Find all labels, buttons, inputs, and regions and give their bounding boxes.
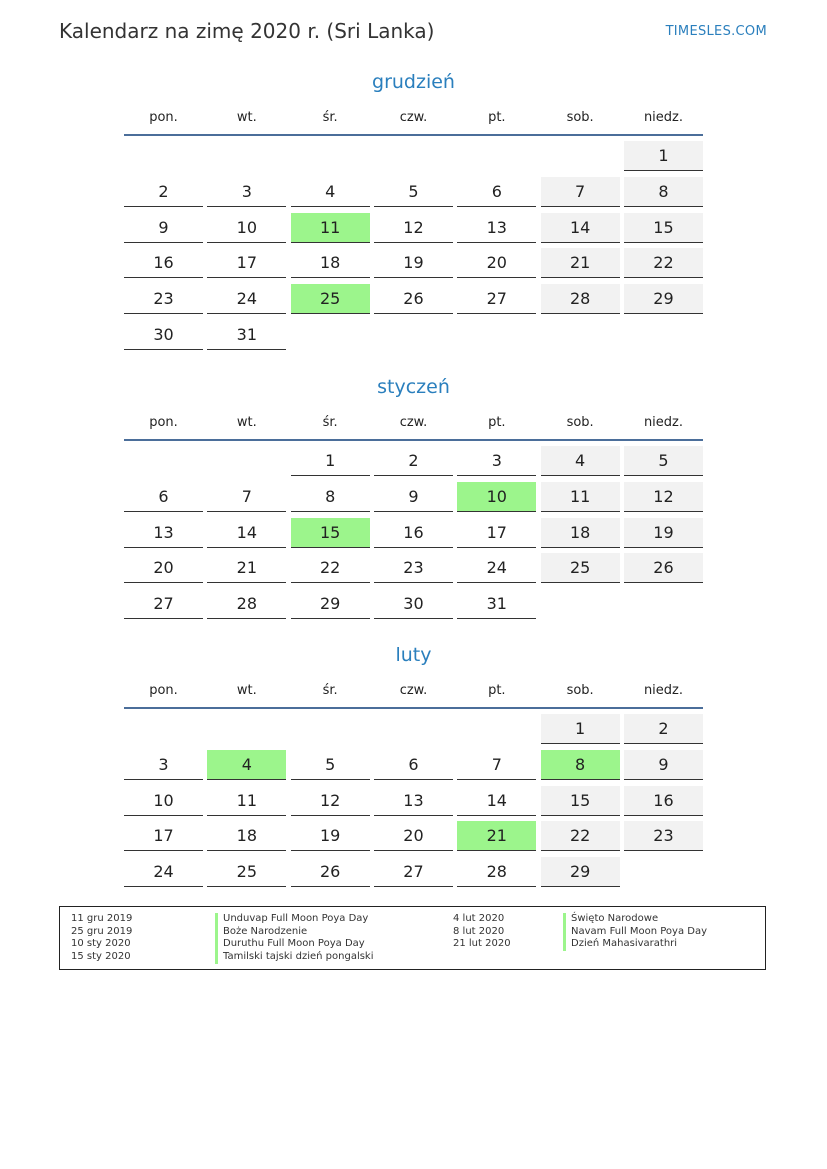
- weekday-label: śr.: [322, 683, 338, 698]
- legend-holiday-name: Dzień Mahasivarathri: [563, 938, 707, 951]
- holiday-day-cell: 11: [291, 213, 370, 243]
- day-cell: 13: [457, 213, 536, 243]
- day-cell: 28: [207, 589, 286, 619]
- holiday-legend: [59, 906, 766, 970]
- day-cell: 23: [124, 284, 203, 314]
- holiday-day-cell: 21: [457, 821, 536, 851]
- legend-holiday-name: Boże Narodzenie: [215, 926, 374, 939]
- day-cell: 27: [457, 284, 536, 314]
- weekday-label: niedz.: [643, 110, 683, 125]
- day-cell: 9: [624, 750, 703, 780]
- empty-cell: [207, 446, 286, 476]
- day-cell: 24: [207, 284, 286, 314]
- day-cell: 29: [541, 857, 620, 887]
- day-cell: 27: [374, 857, 453, 887]
- day-cell: 17: [457, 518, 536, 548]
- legend-names-right: [563, 913, 707, 951]
- day-cell: 14: [541, 213, 620, 243]
- weekday-header: [124, 106, 703, 130]
- legend-holiday-name: Tamilski tajski dzień pongalski: [215, 951, 374, 964]
- weekday-header: [124, 411, 703, 435]
- weekday-label: wt.: [236, 683, 257, 698]
- day-cell: 8: [624, 177, 703, 207]
- empty-cell: [291, 714, 370, 744]
- day-cell: 23: [624, 821, 703, 851]
- holiday-day-cell: 25: [291, 284, 370, 314]
- page-title: Kalendarz na zimę 2020 r. (Sri Lanka): [59, 19, 435, 43]
- legend-holiday-name: Unduvap Full Moon Poya Day: [215, 913, 374, 926]
- day-cell: 6: [374, 750, 453, 780]
- weekday-label: pt.: [488, 110, 506, 125]
- header-rule: [124, 707, 703, 709]
- day-cell: 25: [541, 553, 620, 583]
- weekday-label: sob.: [566, 110, 594, 125]
- weekday-label: niedz.: [643, 415, 683, 430]
- weekday-label: pon.: [149, 110, 178, 125]
- day-cell: 2: [624, 714, 703, 744]
- day-cell: 7: [457, 750, 536, 780]
- day-cell: 1: [541, 714, 620, 744]
- weekday-label: czw.: [399, 110, 428, 125]
- day-cell: 21: [541, 248, 620, 278]
- holiday-day-cell: 10: [457, 482, 536, 512]
- day-cell: 11: [207, 786, 286, 816]
- month-title: styczeń: [377, 376, 450, 398]
- legend-date: 8 lut 2020: [453, 925, 505, 937]
- weekday-label: śr.: [322, 415, 338, 430]
- empty-cell: [124, 141, 203, 171]
- day-cell: 16: [374, 518, 453, 548]
- day-cell: 4: [541, 446, 620, 476]
- day-cell: 22: [541, 821, 620, 851]
- empty-cell: [291, 141, 370, 171]
- empty-cell: [541, 141, 620, 171]
- day-cell: 10: [124, 786, 203, 816]
- day-cell: 12: [374, 213, 453, 243]
- month-december: [124, 67, 703, 350]
- holiday-day-cell: 15: [291, 518, 370, 548]
- day-cell: 12: [291, 786, 370, 816]
- empty-cell: [457, 714, 536, 744]
- legend-dates-right: [453, 913, 511, 951]
- day-cell: 14: [457, 786, 536, 816]
- empty-cell: [207, 714, 286, 744]
- day-cell: 16: [124, 248, 203, 278]
- day-cell: 28: [541, 284, 620, 314]
- month-title: grudzień: [372, 71, 455, 93]
- legend-names-left: [215, 913, 374, 964]
- weekday-label: sob.: [566, 683, 594, 698]
- empty-cell: [124, 446, 203, 476]
- day-cell: 20: [374, 821, 453, 851]
- days-grid: [124, 714, 703, 887]
- weekday-label: czw.: [399, 415, 428, 430]
- day-cell: 14: [207, 518, 286, 548]
- day-cell: 2: [124, 177, 203, 207]
- day-cell: 25: [207, 857, 286, 887]
- day-cell: 16: [624, 786, 703, 816]
- day-cell: 15: [541, 786, 620, 816]
- day-cell: 10: [207, 213, 286, 243]
- weekday-label: czw.: [399, 683, 428, 698]
- day-cell: 2: [374, 446, 453, 476]
- header-rule: [124, 134, 703, 136]
- day-cell: 26: [374, 284, 453, 314]
- weekday-label: wt.: [236, 110, 257, 125]
- empty-cell: [207, 141, 286, 171]
- day-cell: 18: [541, 518, 620, 548]
- legend-dates-left: [71, 913, 132, 964]
- weekday-label: pt.: [488, 683, 506, 698]
- day-cell: 19: [291, 821, 370, 851]
- weekday-label: pt.: [488, 415, 506, 430]
- day-cell: 6: [124, 482, 203, 512]
- empty-cell: [374, 714, 453, 744]
- day-cell: 7: [541, 177, 620, 207]
- day-cell: 15: [624, 213, 703, 243]
- day-cell: 31: [457, 589, 536, 619]
- header-rule: [124, 439, 703, 441]
- day-cell: 12: [624, 482, 703, 512]
- day-cell: 3: [457, 446, 536, 476]
- weekday-label: wt.: [236, 415, 257, 430]
- holiday-day-cell: 4: [207, 750, 286, 780]
- weekday-header: [124, 679, 703, 703]
- legend-holiday-name: Święto Narodowe: [563, 913, 707, 926]
- day-cell: 8: [291, 482, 370, 512]
- day-cell: 9: [374, 482, 453, 512]
- empty-cell: [374, 141, 453, 171]
- holiday-day-cell: 8: [541, 750, 620, 780]
- day-cell: 29: [624, 284, 703, 314]
- day-cell: 24: [457, 553, 536, 583]
- weekday-label: pon.: [149, 683, 178, 698]
- day-cell: 22: [624, 248, 703, 278]
- legend-holiday-name: Duruthu Full Moon Poya Day: [215, 938, 374, 951]
- legend-date: 11 gru 2019: [71, 913, 133, 924]
- day-cell: 5: [624, 446, 703, 476]
- day-cell: 21: [207, 553, 286, 583]
- day-cell: 19: [374, 248, 453, 278]
- legend-date: 4 lut 2020: [453, 913, 505, 924]
- day-cell: 3: [124, 750, 203, 780]
- day-cell: 30: [124, 320, 203, 350]
- day-cell: 20: [124, 553, 203, 583]
- day-cell: 27: [124, 589, 203, 619]
- day-cell: 5: [291, 750, 370, 780]
- legend-date: 21 lut 2020: [453, 938, 511, 950]
- day-cell: 6: [457, 177, 536, 207]
- day-cell: 30: [374, 589, 453, 619]
- day-cell: 13: [374, 786, 453, 816]
- day-cell: 4: [291, 177, 370, 207]
- day-cell: 9: [124, 213, 203, 243]
- day-cell: 26: [291, 857, 370, 887]
- day-cell: 1: [624, 141, 703, 171]
- day-cell: 23: [374, 553, 453, 583]
- day-cell: 20: [457, 248, 536, 278]
- day-cell: 7: [207, 482, 286, 512]
- day-cell: 17: [207, 248, 286, 278]
- day-cell: 19: [624, 518, 703, 548]
- day-cell: 22: [291, 553, 370, 583]
- day-cell: 3: [207, 177, 286, 207]
- day-cell: 29: [291, 589, 370, 619]
- empty-cell: [457, 141, 536, 171]
- site-link[interactable]: TIMESLES.COM: [665, 24, 767, 39]
- day-cell: 1: [291, 446, 370, 476]
- day-cell: 18: [207, 821, 286, 851]
- days-grid: [124, 446, 703, 619]
- day-cell: 13: [124, 518, 203, 548]
- legend-holiday-name: Navam Full Moon Poya Day: [563, 926, 707, 939]
- day-cell: 17: [124, 821, 203, 851]
- day-cell: 5: [374, 177, 453, 207]
- month-title: luty: [395, 644, 432, 666]
- empty-cell: [124, 714, 203, 744]
- day-cell: 31: [207, 320, 286, 350]
- weekday-label: sob.: [566, 415, 594, 430]
- day-cell: 24: [124, 857, 203, 887]
- day-cell: 26: [624, 553, 703, 583]
- day-cell: 18: [291, 248, 370, 278]
- day-cell: 28: [457, 857, 536, 887]
- legend-date: 10 sty 2020: [71, 938, 131, 950]
- month-february: [124, 640, 703, 887]
- month-january: [124, 372, 703, 619]
- weekday-label: niedz.: [643, 683, 683, 698]
- day-cell: 11: [541, 482, 620, 512]
- legend-date: 15 sty 2020: [71, 951, 131, 963]
- days-grid: [124, 141, 703, 350]
- weekday-label: pon.: [149, 415, 178, 430]
- legend-date: 25 gru 2019: [71, 925, 133, 937]
- weekday-label: śr.: [322, 110, 338, 125]
